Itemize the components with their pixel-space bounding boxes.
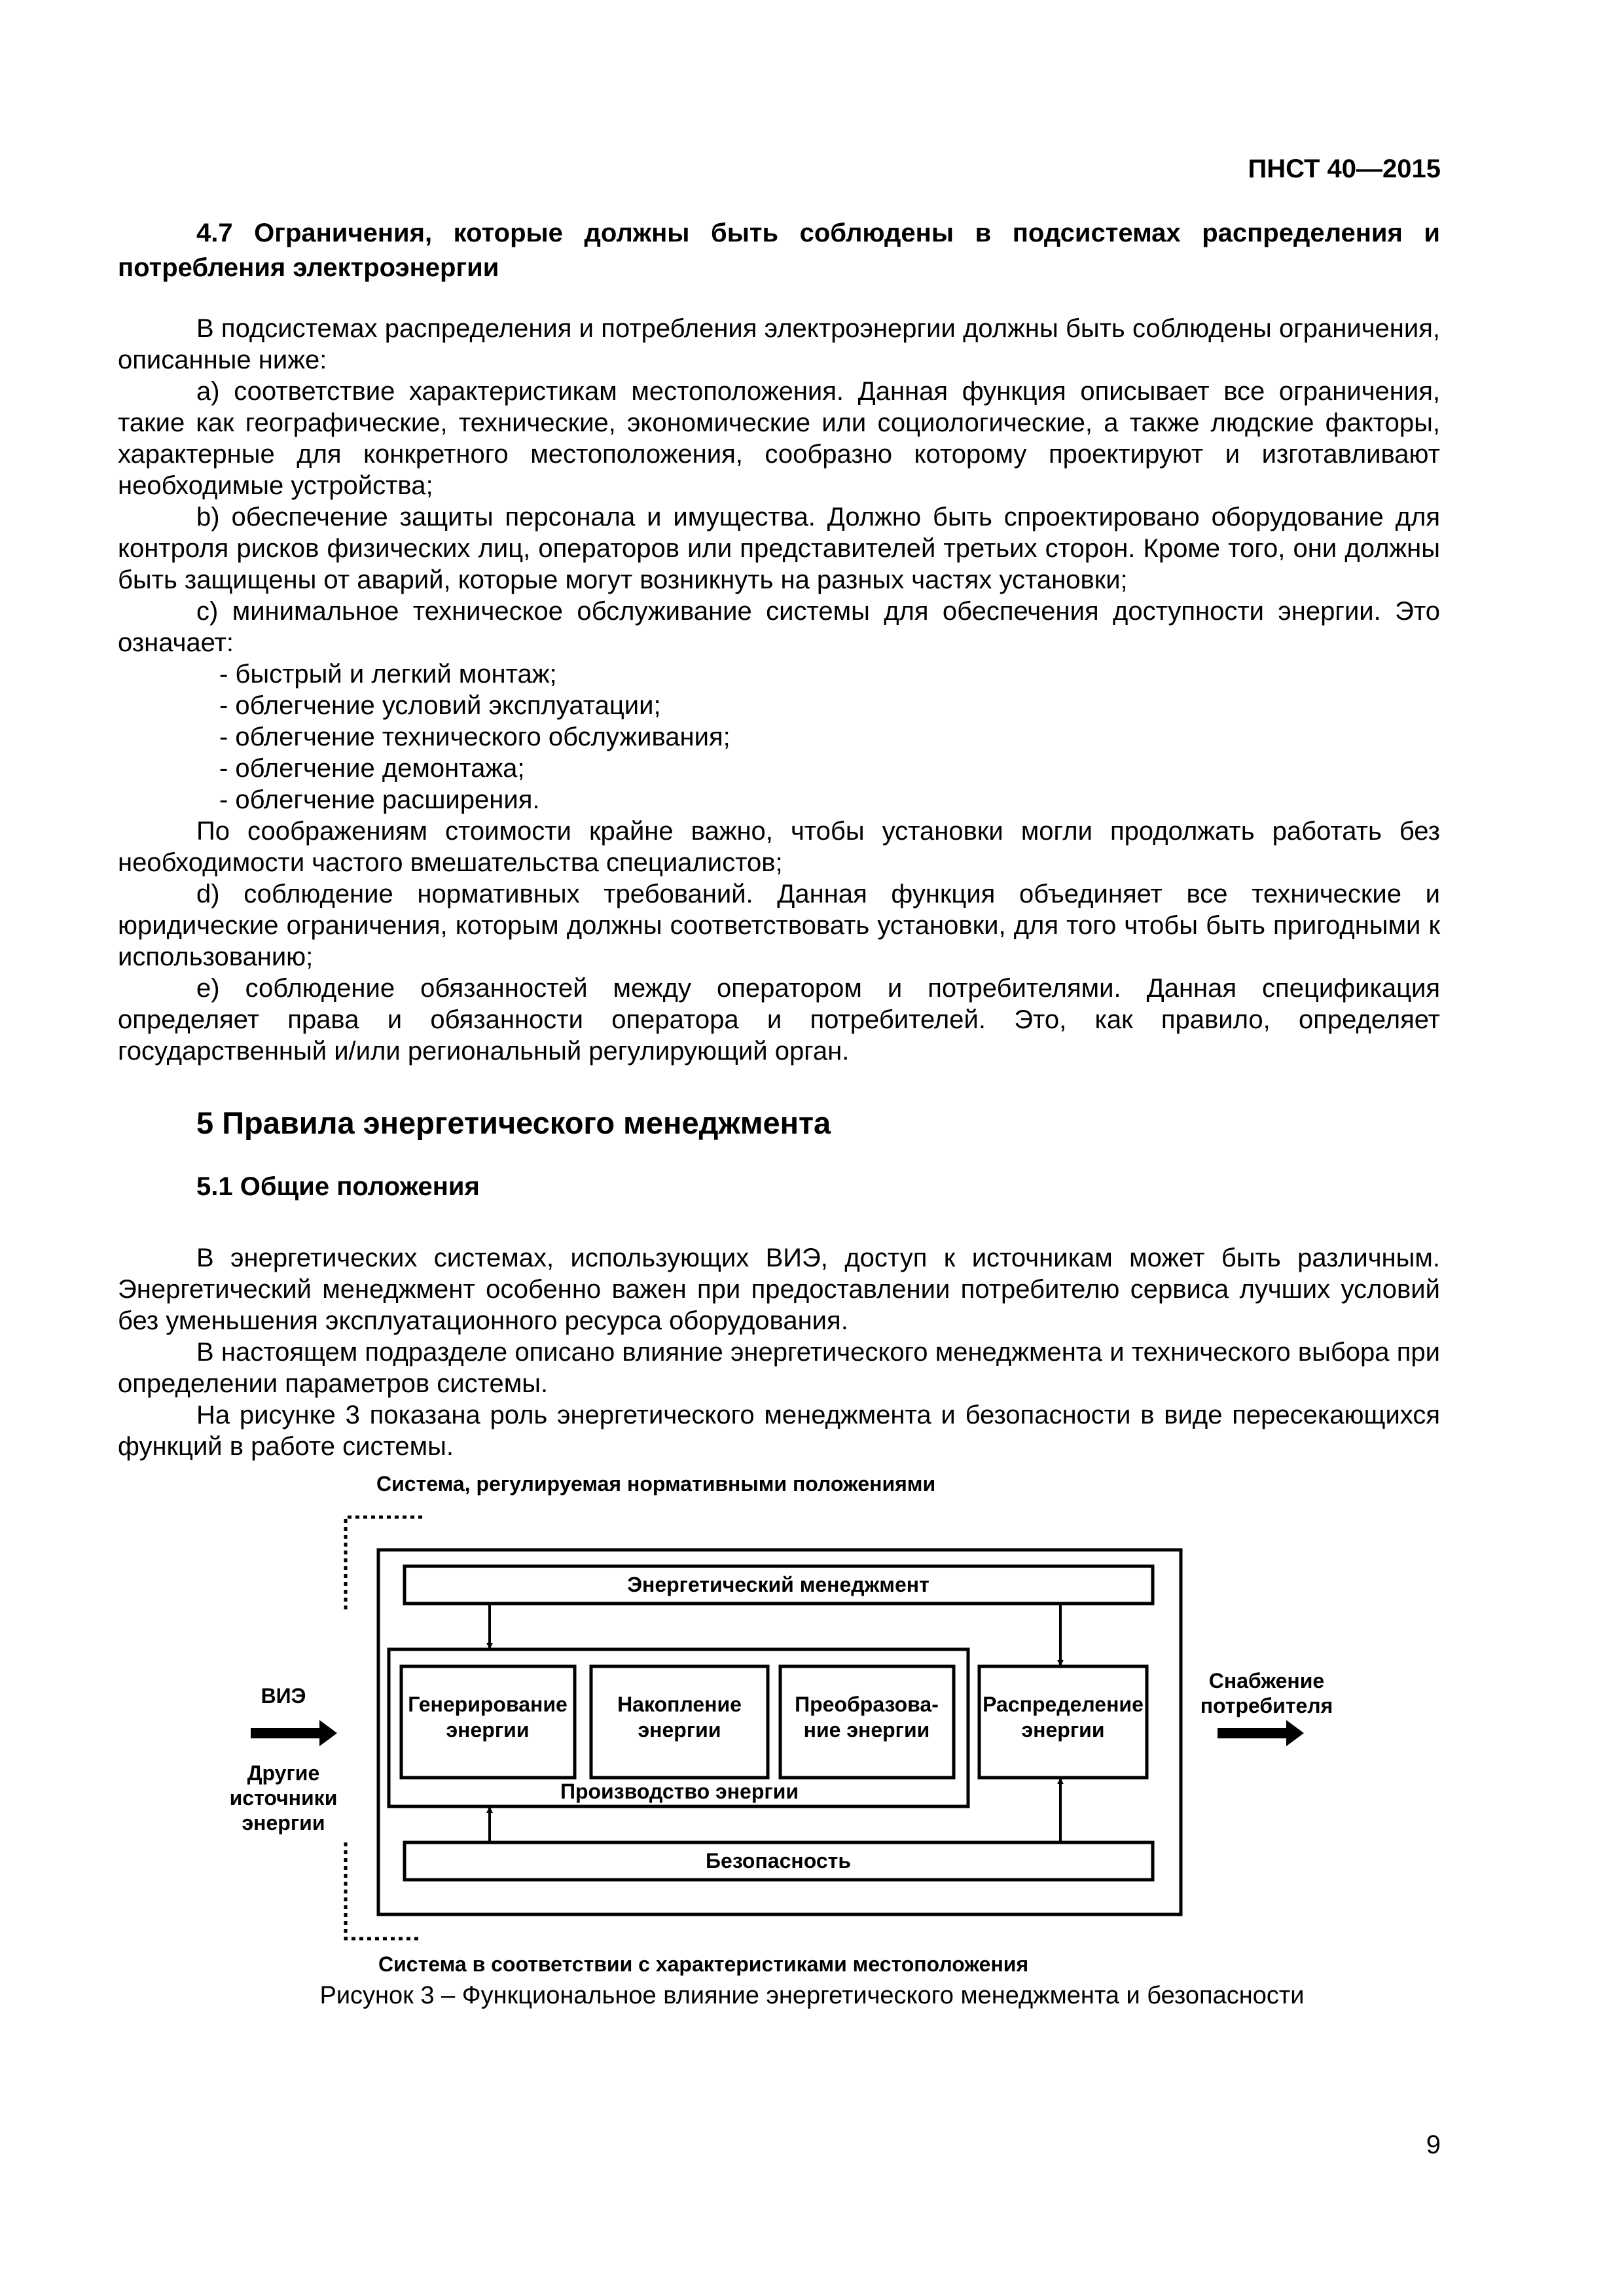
generation-label-line1: Генерирование: [408, 1693, 568, 1716]
input-other-line3: энергии: [242, 1811, 325, 1835]
bottom-system-label: Система в соответствии с характеристиками местоположения: [378, 1952, 1029, 1976]
input-other-line1: Другие: [247, 1761, 320, 1785]
dash-item: - облегчение условий эксплуатации;: [219, 691, 661, 720]
output-label-line1: Снабжение: [1208, 1669, 1325, 1693]
dash-item: - быстрый и легкий монтаж;: [219, 660, 557, 689]
figure-3-diagram: [0, 1453, 1624, 1977]
accumulation-label-line2: энергии: [638, 1718, 721, 1742]
input-arrow-icon: [251, 1720, 337, 1746]
item-b: b) обеспечение защиты персонала и имущества. Должно быть спроектировано оборудование для контроля рисков физических лиц, операторов или представителей третьих сторон. Кроме того, они должны быть защищены от аварий, которые могут возникнуть на разных частях установки;: [118, 503, 1440, 594]
item-a: a) соответствие характеристикам местоположения. Данная функция описывает все ограничения, такие как географические, технические, экономические или социологические, а также людские факторы, характерные для конкретного местоположения, сообразно которому проектируют и изготавливают необходимые устройства;: [118, 377, 1440, 500]
energy-management-label: Энергетический менеджмент: [627, 1573, 929, 1596]
input-res-label: ВИЭ: [261, 1684, 306, 1708]
item-c: c) минимальное техническое обслуживание системы для обеспечения доступности энергии. Это означает:: [118, 597, 1440, 657]
conversion-label-line1: Преобразова-: [795, 1693, 939, 1716]
page-number: 9: [1426, 2130, 1441, 2159]
section-4-7-intro: В подсистемах распределения и потребления электроэнергии должны быть соблюдены ограничения, описанные ниже:: [118, 314, 1440, 374]
dash-item: - облегчение демонтажа;: [219, 754, 525, 783]
section-4-7-title: 4.7 Ограничения, которые должны быть соблюдены в подсистемах распределения и потребления электроэнергии: [118, 219, 1440, 282]
figure-caption: Рисунок 3 – Функциональное влияние энергетического менеджмента и безопасности: [319, 1982, 1305, 2009]
section-5-title: 5 Правила энергетического менеджмента: [196, 1105, 831, 1140]
section-5-1-title: 5.1 Общие положения: [196, 1172, 480, 1201]
section-5-1-p3: На рисунке 3 показана роль энергетического менеджмента и безопасности в виде пересекающихся функций в работе системы.: [118, 1401, 1440, 1461]
item-e: e) соблюдение обязанностей между оператором и потребителями. Данная спецификация определяет права и обязанности оператора и потребителей. Это, как правило, определяет государственный и/или региональный регулирующий орган.: [118, 974, 1440, 1066]
distribution-label-line1: Распределение: [983, 1693, 1144, 1716]
dash-item: - облегчение расширения.: [219, 785, 540, 814]
section-5-1-p1: В энергетических системах, использующих ВИЭ, доступ к источникам может быть различным. Энергетический менеджмент особенно важен при предоставлении потребителю сервиса лучших условий без уменьшения эксплуатационного ресурса оборудования.: [118, 1244, 1440, 1335]
conversion-label-line2: ние энергии: [803, 1718, 930, 1742]
accumulation-label-line1: Накопление: [617, 1693, 742, 1716]
energy-production-label: Производство энергии: [560, 1780, 799, 1803]
dash-item: - облегчение технического обслуживания;: [219, 723, 731, 751]
distribution-label-line2: энергии: [1021, 1718, 1105, 1742]
output-label-line2: потребителя: [1200, 1694, 1333, 1717]
generation-label-line2: энергии: [446, 1718, 530, 1742]
top-system-label: Система, регулируемая нормативными положениями: [376, 1472, 936, 1496]
dotted-bracket-bottom: [346, 1842, 422, 1939]
item-d: d) соблюдение нормативных требований. Данная функция объединяет все технические и юридические ограничения, которым должны соответствовать установки, для того чтобы быть пригодными к использованию;: [118, 880, 1440, 971]
document-code: ПНСТ 40—2015: [1248, 154, 1441, 183]
after-dashes-paragraph: По соображениям стоимости крайне важно, чтобы установки могли продолжать работать без необходимости частого вмешательства специалистов;: [118, 817, 1440, 877]
page-body: [118, 216, 1440, 1462]
output-arrow-icon: [1218, 1720, 1304, 1746]
safety-label: Безопасность: [706, 1849, 851, 1873]
input-other-line2: источники: [229, 1786, 338, 1810]
section-5-1-p2: В настоящем подразделе описано влияние энергетического менеджмента и технического выбора при определении параметров системы.: [118, 1338, 1440, 1398]
